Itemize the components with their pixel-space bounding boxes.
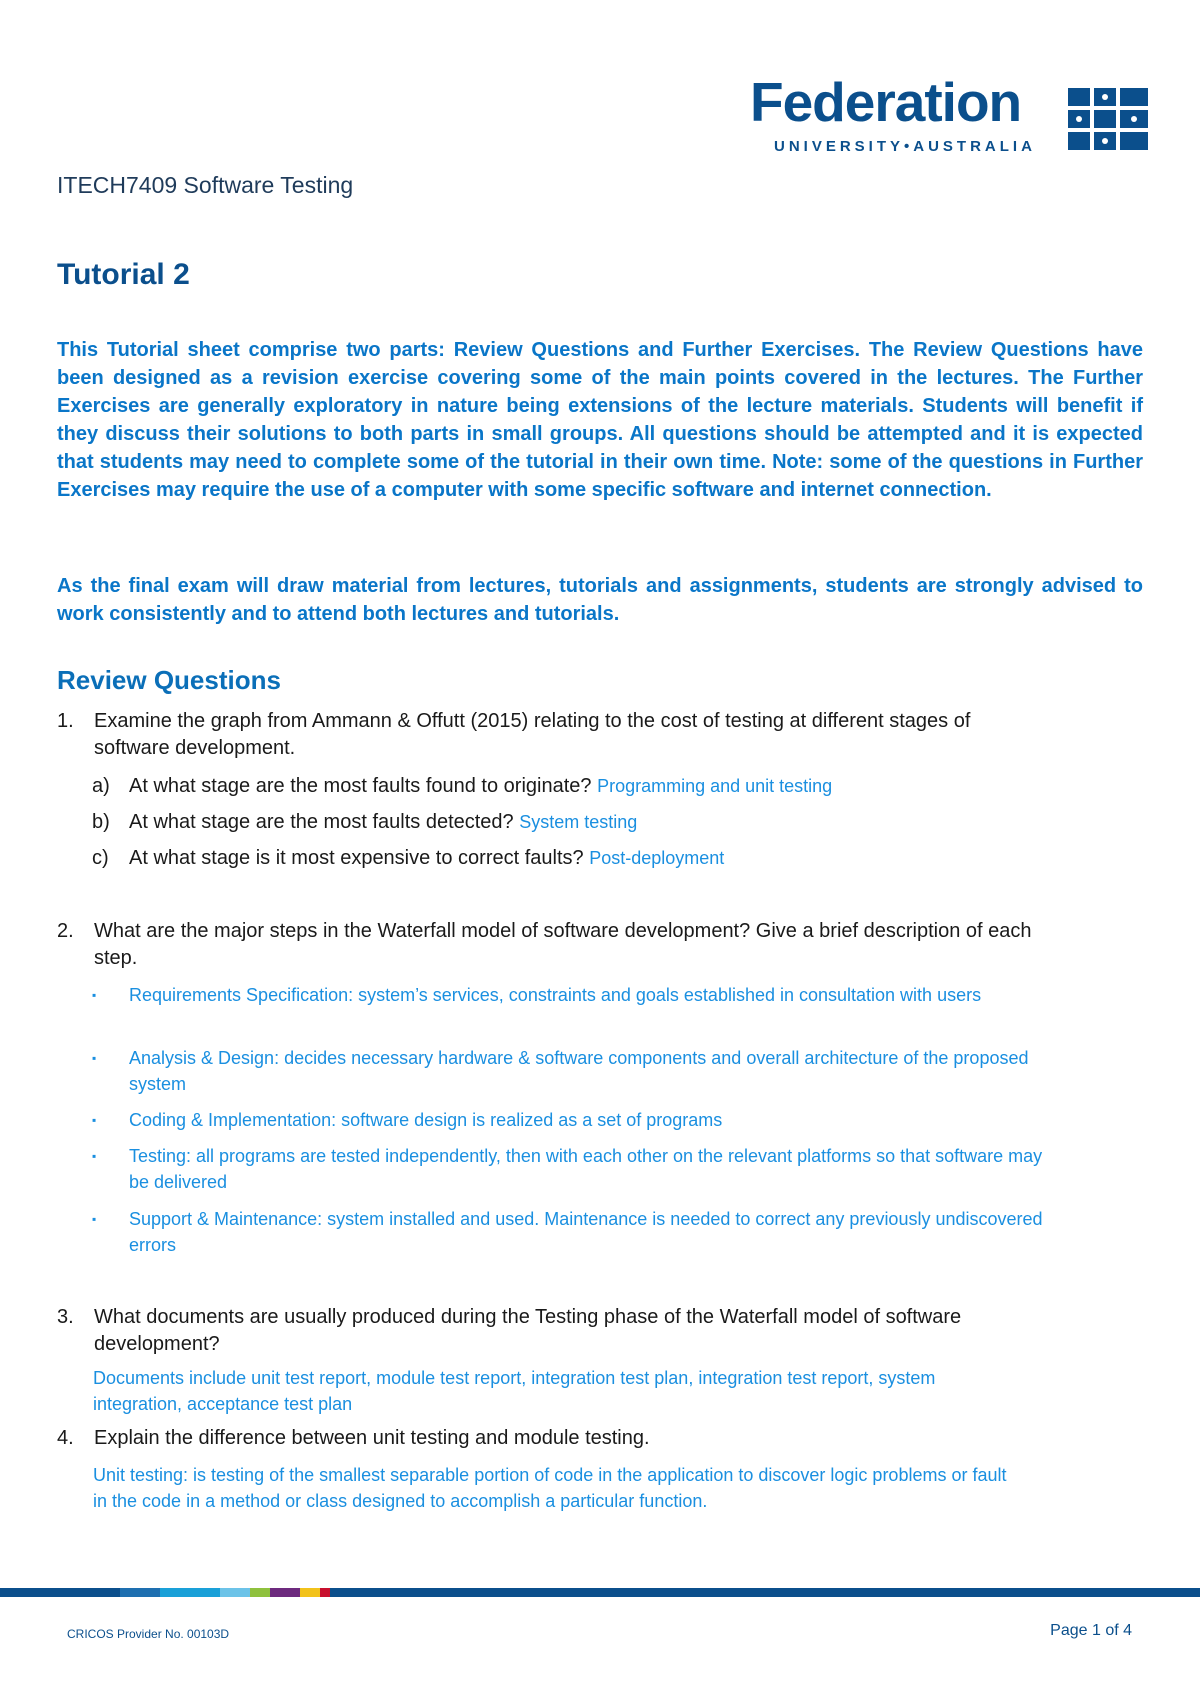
question-number: 2. — [57, 920, 74, 942]
sub-question-label: b) — [92, 811, 110, 833]
sub-question-b — [92, 809, 637, 836]
university-logo — [750, 71, 1150, 160]
exam-advice-paragraph: As the final exam will draw material from lectures, tutorials and assignments, students are strongly advised to work consistently and to attend both lectures and tutorials. — [57, 575, 1143, 625]
bullet-icon: ▪ — [92, 1149, 97, 1163]
footer-bar-segment — [330, 1588, 1200, 1597]
question-text: Explain the difference between unit testing and module testing. — [94, 1427, 650, 1449]
list-item-text: Testing: all programs are tested independently, then with each other on the relevant platforms so that software may be delivered — [129, 1146, 1043, 1192]
sub-question-text: At what stage is it most expensive to correct faults? — [129, 847, 584, 869]
bullet-icon: ▪ — [92, 1051, 97, 1065]
course-title: ITECH7409 Software Testing — [57, 172, 354, 198]
page-title: Tutorial 2 — [57, 258, 190, 291]
flag-icon — [1068, 84, 1150, 152]
bullet-icon: ▪ — [92, 1212, 97, 1226]
question-number: 1. — [57, 710, 74, 732]
question-number: 4. — [57, 1427, 74, 1449]
logo-subtitle: UNIVERSITY•AUSTRALIA — [774, 138, 1036, 155]
bullet-icon: ▪ — [92, 988, 97, 1002]
sub-question-text: At what stage are the most faults detected? — [129, 811, 514, 833]
list-item-text: Analysis & Design: decides necessary hardware & software components and overall architecture of the proposed system — [129, 1048, 1029, 1094]
sub-question-c — [92, 845, 724, 872]
footer-bar-segment — [0, 1588, 120, 1597]
logo-wordmark: Federation — [750, 71, 1022, 133]
footer-bar-segment — [320, 1588, 330, 1597]
list-item-text: Support & Maintenance: system installed and used. Maintenance is needed to correct any previously undiscovered errors — [129, 1209, 1043, 1255]
sub-question-label: a) — [92, 775, 110, 797]
answer-text: Unit testing: is testing of the smallest separable portion of code in the application to discover logic problems or fault in the code in a method or class designed to accomplish a particular function. — [93, 1465, 1007, 1511]
footer-bar-segment — [160, 1588, 220, 1597]
sub-question-label: c) — [92, 847, 109, 869]
question-number: 3. — [57, 1306, 74, 1328]
intro-paragraph: This Tutorial sheet comprise two parts: Review Questions and Further Exercises. The Review Questions have been designed as a revision exercise covering some of the main points covered in the lectures. The Further Exercises are generally exploratory in nature being extensions of the lecture materials. Students will benefit if they discuss their solutions to both parts in small groups. All questions should be attempted and it is expected that students may need to complete some of the tutorial in their own time. Note: some of the questions in Further Exercises may require the use of a computer with some specific software and internet connection. — [57, 339, 1143, 501]
cricos-provider-number: CRICOS Provider No. 00103D — [67, 1627, 230, 1641]
question-text: What documents are usually produced during the Testing phase of the Waterfall model of software development? — [94, 1306, 962, 1355]
question-text: What are the major steps in the Waterfall model of software development? Give a brief description of each step. — [94, 920, 1032, 969]
sub-question-a — [92, 773, 832, 800]
section-heading-review-questions: Review Questions — [57, 665, 281, 695]
list-item-text: Requirements Specification: system’s services, constraints and goals established in consultation with users — [129, 985, 982, 1005]
footer-bar-segment — [270, 1588, 300, 1597]
answer-text: System testing — [519, 812, 638, 832]
list-item-text: Coding & Implementation: software design is realized as a set of programs — [129, 1110, 723, 1130]
question-text: Examine the graph from Ammann & Offutt (2015) relating to the cost of testing at different stages of software development. — [94, 710, 971, 759]
bullet-icon: ▪ — [92, 1113, 97, 1127]
footer-bar-segment — [120, 1588, 160, 1597]
sub-question-text: At what stage are the most faults found to originate? — [129, 775, 592, 797]
footer-bar-segment — [220, 1588, 250, 1597]
answer-text: Post-deployment — [589, 848, 725, 868]
footer-bar-segment — [300, 1588, 320, 1597]
answer-text: Documents include unit test report, module test report, integration test plan, integration test report, system integration, acceptance test plan — [93, 1368, 936, 1414]
page-number: Page 1 of 4 — [1050, 1622, 1132, 1639]
footer-bar-segment — [250, 1588, 270, 1597]
footer-color-bar — [0, 1588, 1200, 1597]
answer-text: Programming and unit testing — [597, 776, 833, 796]
